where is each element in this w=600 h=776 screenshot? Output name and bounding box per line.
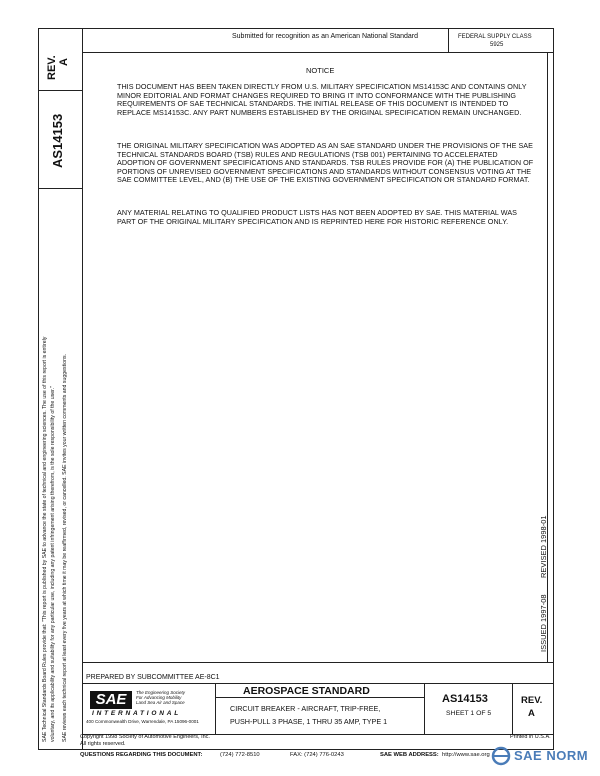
watermark-logo-icon [490, 746, 512, 766]
submitted-text: Submitted for recognition as an American National Standard [232, 33, 418, 40]
left-rev-label: REV. [46, 55, 58, 80]
sae-tagline-3: Land Sea Air and Space [136, 700, 185, 705]
sae-address: 400 Commonwealth Drive, Warrendale, PA 15096-0001 [86, 719, 199, 724]
header-bottom-line [82, 52, 554, 53]
left-col-num-divider [38, 188, 83, 189]
issued-date: ISSUED 1997-08 [539, 594, 548, 652]
title-block-top [82, 683, 554, 684]
left-col-divider [82, 28, 83, 750]
title-block-logo-divider [215, 683, 216, 735]
fsc-divider [448, 28, 449, 53]
frame-top [38, 28, 554, 29]
sae-norm-watermark [490, 742, 598, 770]
sae-international: INTERNATIONAL [92, 710, 181, 717]
prepared-top-line [82, 662, 554, 663]
web-label: SAE WEB ADDRESS: [380, 752, 439, 758]
frame-bottom [38, 749, 554, 750]
left-rev-value: A [58, 58, 70, 66]
title-rev-value: A [528, 708, 535, 719]
disclaimer-line2: voluntary, and its applicability and suitability for any particular use, including any patent infringement arising therefrom, is the sole responsibility of the user." [50, 386, 56, 742]
left-col-rev-divider [38, 90, 83, 91]
standard-type: AEROSPACE STANDARD [243, 685, 370, 697]
fax-number: FAX: (724) 776-0243 [290, 752, 344, 758]
title-line-2: PUSH-PULL 3 PHASE, 1 THRU 35 AMP, TYPE 1 [230, 717, 388, 726]
sae-tagline-2: For Advancing Mobility [136, 695, 182, 700]
notice-paragraph-3: ANY MATERIAL RELATING TO QUALIFIED PRODUCT LISTS HAS NOT BEEN ADOPTED BY SAE. THIS MATERIAL WAS PART OF THE ORIGINAL MILITARY SPECIFICATION AND IS REPRINTED HERE FOR HISTORIC REFERENCE ONLY. [117, 208, 518, 226]
left-doc-number: AS14153 [50, 113, 65, 168]
disclaimer-line3: SAE reviews each technical report at least every five years at which time it may be reaffirmed, revised, or cancelled. SAE invites your written comments and suggestions. [62, 354, 68, 742]
title-rev-label: REV. [521, 695, 543, 706]
frame-right [553, 28, 554, 750]
notice-paragraph-2: THE ORIGINAL MILITARY SPECIFICATION WAS ADOPTED AS AN SAE STANDARD UNDER THE PROVISIONS OF THE SAE TECHNICAL STANDARDS BOARD (TSB) RULES AND REGULATIONS (TSB 001) PERTAINING TO ACCELERATED ADOPTION OF GOVERNMENT SPECIFICATIONS AND STANDARDS. TSB RULES PROVIDE FOR (A) THE PUBLICATION OF PORTIONS OF UNREVISED GOVERNMENT SPECIFICATIONS AND STANDARDS WITHOUT CONSENSUS VOTING AT THE SAE COMMITTEE LEVEL, AND (B) THE USE OF THE EXISTING GOVERNMENT SPECIFICATION OR STANDARD FORMAT. [117, 141, 534, 185]
prepared-by: PREPARED BY SUBCOMMITTEE AE-8C1 [86, 674, 220, 681]
sae-logo-text: SAE [95, 691, 127, 708]
title-doc-number: AS14153 [442, 693, 488, 705]
sae-logo [90, 691, 132, 709]
phone-number: (724) 772-8510 [220, 752, 260, 758]
notice-title: NOTICE [306, 66, 335, 75]
watermark-text: SAE NORM [514, 748, 589, 763]
printed-in: Printed in U.S.A. [510, 734, 551, 740]
title-block-num-divider [424, 683, 425, 735]
title-line-1: CIRCUIT BREAKER - AIRCRAFT, TRIP-FREE, [230, 704, 381, 713]
revised-date: REVISED 1998-01 [539, 515, 548, 578]
title-sheet: SHEET 1 OF 5 [446, 710, 492, 717]
questions-label: QUESTIONS REGARDING THIS DOCUMENT: [80, 752, 203, 758]
web-url-link[interactable]: http://www.sae.org [442, 752, 490, 758]
title-standard-underline [215, 697, 425, 698]
frame-left [38, 28, 39, 750]
sae-tagline-1: The Engineering Society [136, 690, 186, 695]
title-block-rev-divider [512, 683, 513, 735]
disclaimer-line1: SAE Technical Standards Board Rules provide that: "This report is published by SAE to advance the state of technical and engineering sciences. The use of this report is entirely [42, 336, 48, 742]
copyright-line-1: Copyright 1998 Society of Automotive Engineers, Inc. [80, 734, 210, 740]
notice-paragraph-1: THIS DOCUMENT HAS BEEN TAKEN DIRECTLY FROM U.S. MILITARY SPECIFICATION MS14153C AND CONTAINS ONLY MINOR EDITORIAL AND FORMAT CHANGES REQUIRED TO BRING IT INTO CONFORMANCE WITH THE PUBLISHING REQUIREMENTS OF SAE TECHNICAL STANDARDS. THE INITIAL RELEASE OF THIS DOCUMENT IS INTENDED TO REPLACE MS14153C. ANY PART NUMBERS ESTABLISHED BY THE ORIGINAL SPECIFICATION REMAIN UNCHANGED. [117, 82, 527, 117]
fsc-value: 5925 [490, 42, 504, 48]
fsc-label: FEDERAL SUPPLY CLASS [458, 34, 532, 40]
copyright-line-2: All rights reserved. [80, 741, 126, 747]
